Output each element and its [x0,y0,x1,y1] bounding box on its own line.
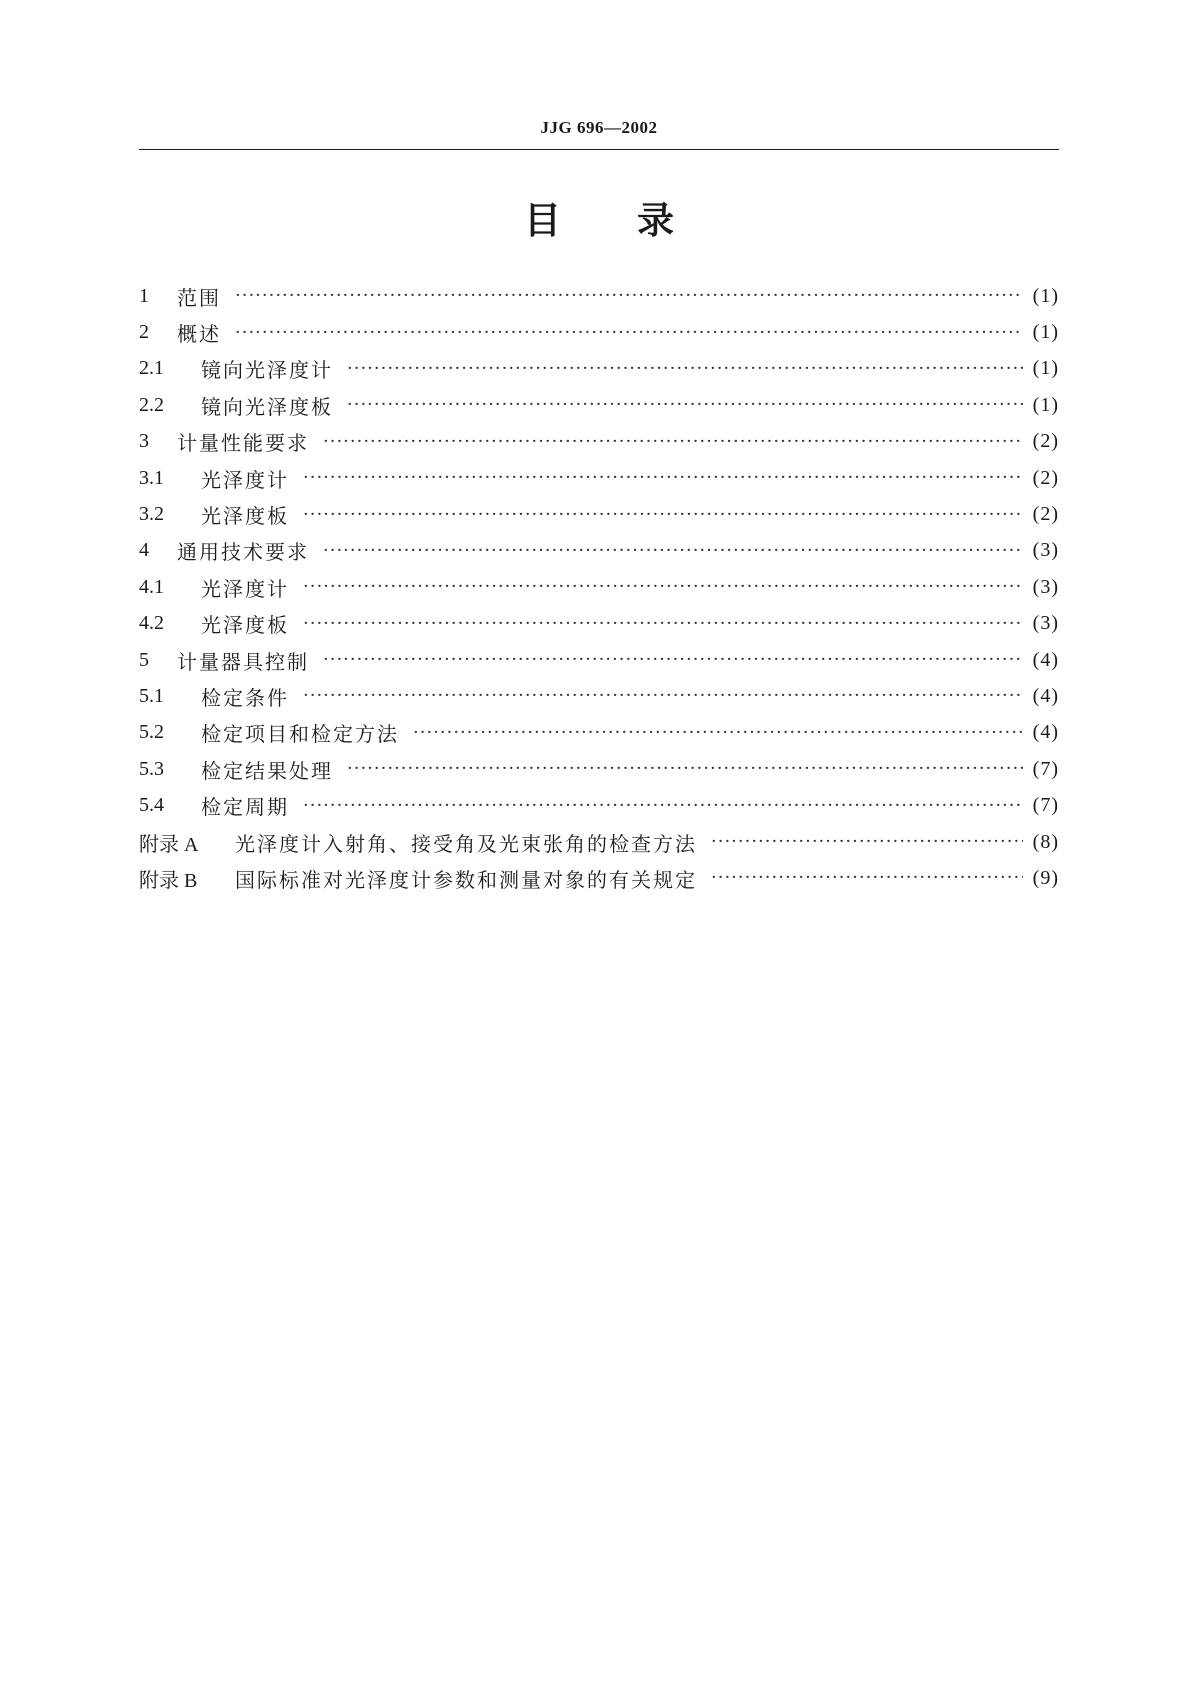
toc-entry-number: 5.3 [139,757,164,780]
toc-entry-label: 镜向光泽度板 [201,394,333,419]
toc-dot-leader [303,468,1023,488]
toc-entry[interactable] [139,314,1059,350]
toc-entry[interactable] [139,278,1059,314]
toc-entry[interactable] [139,569,1059,605]
toc-dot-leader [303,796,1023,816]
toc-dot-leader [235,323,1023,343]
toc-entry-page: (1) [1032,321,1059,344]
toc-dot-leader [347,759,1023,779]
toc-entry-label: 计量性能要求 [177,431,309,456]
toc-dot-leader [711,832,1023,852]
toc-entry-number: 4.2 [139,612,164,635]
toc-entry-page: (3) [1032,612,1059,635]
toc-entry-label: 光泽度计 [201,576,289,601]
toc-entry-label: 检定周期 [201,795,289,820]
toc-entry-label: 镜向光泽度计 [201,358,333,383]
toc-entry-page: (1) [1032,284,1059,307]
toc-entry-page: (2) [1032,466,1059,489]
toc-entry[interactable] [139,715,1059,751]
toc-list [139,278,1059,897]
toc-dot-leader [413,723,1023,743]
toc-entry-label: 光泽度板 [201,504,289,529]
toc-entry[interactable] [139,787,1059,823]
toc-title-part1: 目 [524,199,561,242]
toc-entry-page: (2) [1032,430,1059,453]
toc-dot-leader [303,614,1023,634]
toc-entry-label: 范围 [177,285,221,310]
toc-entry-page: (2) [1032,503,1059,526]
toc-entry-page: (1) [1032,357,1059,380]
toc-entry-appendix[interactable] [139,860,1059,896]
toc-entry[interactable] [139,351,1059,387]
toc-entry-page: (4) [1032,684,1059,707]
document-code-header: JJG 696—2002 [540,118,658,137]
toc-entry[interactable] [139,460,1059,496]
toc-dot-leader [303,686,1023,706]
toc-entry-label: 概述 [177,322,221,347]
toc-entry-label: 光泽度板 [201,613,289,638]
toc-dot-leader [347,359,1023,379]
toc-entry-label: 检定结果处理 [201,758,333,783]
toc-entry-page: (4) [1032,721,1059,744]
toc-entry[interactable] [139,678,1059,714]
toc-title [139,196,1059,246]
toc-dot-leader [303,505,1023,525]
toc-entry-page: (3) [1032,575,1059,598]
toc-entry[interactable] [139,533,1059,569]
toc-entry-page: (8) [1032,830,1059,853]
toc-dot-leader [711,868,1023,888]
toc-entry-label: 检定项目和检定方法 [201,722,399,747]
toc-entry-label: 国际标准对光泽度计参数和测量对象的有关规定 [235,867,697,892]
toc-entry-number: 5.2 [139,721,164,744]
toc-entry-label: 计量器具控制 [177,649,309,674]
toc-entry[interactable] [139,387,1059,423]
toc-entry-number: 5.1 [139,684,164,707]
toc-entry-number: 5.4 [139,794,164,817]
toc-entry-number: 附录 A [139,833,199,856]
toc-entry[interactable] [139,424,1059,460]
toc-entry-number: 3.2 [139,503,164,526]
toc-entry-label: 光泽度计 [201,467,289,492]
toc-entry-number: 2 [139,321,149,344]
toc-entry-number: 4.1 [139,575,164,598]
toc-dot-leader [303,577,1023,597]
toc-entry-page: (1) [1032,393,1059,416]
toc-entry-number: 1 [139,284,149,307]
toc-entry-number: 5 [139,648,149,671]
toc-entry[interactable] [139,751,1059,787]
toc-entry[interactable] [139,642,1059,678]
toc-entry-number: 附录 B [139,869,198,892]
toc-entry-page: (4) [1032,648,1059,671]
toc-dot-leader [235,286,1023,306]
toc-dot-leader [347,395,1023,415]
toc-title-part2: 录 [637,199,674,242]
toc-entry-number: 2.2 [139,393,164,416]
toc-entry-page: (7) [1032,757,1059,780]
toc-dot-leader [323,541,1023,561]
toc-entry-label: 光泽度计入射角、接受角及光束张角的检查方法 [235,831,697,856]
toc-entry[interactable] [139,606,1059,642]
toc-entry-number: 3 [139,430,149,453]
toc-entry-page: (3) [1032,539,1059,562]
toc-entry-label: 通用技术要求 [177,540,309,565]
toc-entry-label: 检定条件 [201,685,289,710]
toc-entry[interactable] [139,496,1059,532]
toc-entry-page: (9) [1032,866,1059,889]
header-divider [139,149,1059,150]
toc-entry-appendix[interactable] [139,824,1059,860]
toc-entry-page: (7) [1032,794,1059,817]
toc-dot-leader [323,650,1023,670]
toc-dot-leader [323,432,1023,452]
toc-entry-number: 4 [139,539,149,562]
toc-entry-number: 3.1 [139,466,164,489]
toc-entry-number: 2.1 [139,357,164,380]
